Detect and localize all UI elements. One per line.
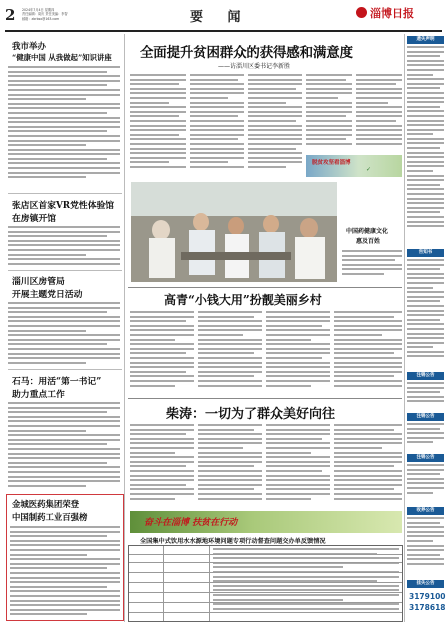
- paper-name: 淄博日报: [370, 7, 414, 20]
- table-cells: [213, 548, 399, 620]
- notice-header: 告知书: [407, 249, 444, 257]
- notice-body: [407, 46, 444, 246]
- notice-header: 收养公告: [407, 507, 444, 515]
- section-title: 要 闻: [190, 10, 251, 25]
- article-body: [306, 74, 352, 154]
- article-headline: 金城医药集团荣登: [12, 499, 79, 509]
- notice-body: [407, 259, 444, 369]
- article-body: [334, 311, 402, 395]
- notice-body: [407, 423, 444, 451]
- promo-banner-text: 奋斗在淄博 扶贫在行动: [144, 518, 238, 528]
- article-subheadline: 助力重点工作: [12, 390, 65, 400]
- notice-header: 遗失声明: [407, 36, 444, 44]
- header-rule: [5, 30, 442, 32]
- article-body: [8, 226, 120, 268]
- photo-caption-body: [342, 250, 402, 280]
- notice-header: 注销公告: [407, 454, 444, 462]
- article-divider: [8, 193, 122, 194]
- photo-scene-icon: [131, 182, 337, 282]
- article-headline: 张店区首家VR党性体验馆: [12, 201, 115, 211]
- article-kicker: 我市举办: [12, 42, 47, 52]
- header-info-line: 2024年7月4日 星期四: [22, 8, 55, 12]
- table-title: 全国集中式饮用水水源地环境问题专项行动督查问题交办单反馈情况: [140, 538, 326, 545]
- article-headline: 淄川区房管局: [12, 277, 65, 287]
- article-body: [266, 424, 330, 508]
- article-body: [190, 74, 244, 176]
- article-body: [198, 311, 262, 395]
- table-col-divider: [209, 546, 210, 621]
- paper-logo-icon: [356, 7, 367, 18]
- article-headline: 石马：用活“第一书记”: [12, 377, 102, 387]
- promo-banner: [130, 511, 402, 533]
- article-body: [8, 66, 120, 191]
- page-number: 2: [5, 6, 16, 24]
- header-info-line: 邮箱：zbrbsx@163.com: [22, 16, 60, 21]
- promo-banner-text: 脱贫攻坚看淄博: [312, 160, 351, 166]
- article-body: [130, 311, 194, 395]
- notice-header: 注销公告: [407, 413, 444, 421]
- article-headline: “健康中国 从我做起”知识讲座: [12, 53, 112, 62]
- article-subheadline: 开展主题党日活动: [12, 290, 83, 300]
- article-body: [130, 424, 194, 508]
- photo-caption-subtitle: 惠及百姓: [356, 238, 381, 245]
- header-info-line: 责任编辑：周庆 责任美编：李智: [22, 12, 68, 17]
- header-info: [22, 8, 82, 21]
- main-headline: 全面提升贫困群众的获得感和满意度: [140, 45, 353, 61]
- article-body: [356, 74, 402, 154]
- column-divider: [404, 34, 405, 622]
- article-body: [266, 311, 330, 395]
- article-body: [8, 302, 120, 366]
- notice-phone: 3179100: [409, 592, 446, 601]
- main-subheadline: ——访淄川区委书记李新胜: [218, 63, 291, 70]
- article-divider: [128, 287, 402, 288]
- article-headline: 柴涛：一切为了群众美好向往: [166, 407, 336, 422]
- article-divider: [8, 270, 122, 271]
- article-body: [8, 402, 120, 490]
- notice-body: [407, 464, 444, 504]
- article-body: [10, 526, 120, 619]
- report-table: [128, 545, 403, 622]
- article-divider: [8, 369, 122, 370]
- article-subheadline: 中国制药工业百强榜: [12, 512, 88, 522]
- notice-body: [407, 382, 444, 410]
- notice-header: 挂失公告: [407, 580, 444, 588]
- article-subheadline: 在房镇开馆: [12, 214, 56, 224]
- column-divider: [124, 34, 125, 622]
- photo-caption-title: 中国药健康文化: [346, 228, 389, 235]
- article-body: [248, 74, 302, 176]
- promo-banner-slogan-icon: ✓: [366, 166, 372, 173]
- article-body: [334, 424, 402, 508]
- table-col-divider: [163, 546, 164, 621]
- promo-banner: [306, 155, 402, 177]
- notice-phone: 3178618: [409, 603, 446, 612]
- article-body: [198, 424, 262, 508]
- notice-header: 注销公告: [407, 372, 444, 380]
- news-photo: [131, 182, 337, 282]
- article-divider: [128, 398, 402, 399]
- article-headline: 高青“小钱大用”扮靓美丽乡村: [164, 293, 322, 307]
- article-body: [130, 74, 186, 176]
- notice-body: [407, 517, 444, 577]
